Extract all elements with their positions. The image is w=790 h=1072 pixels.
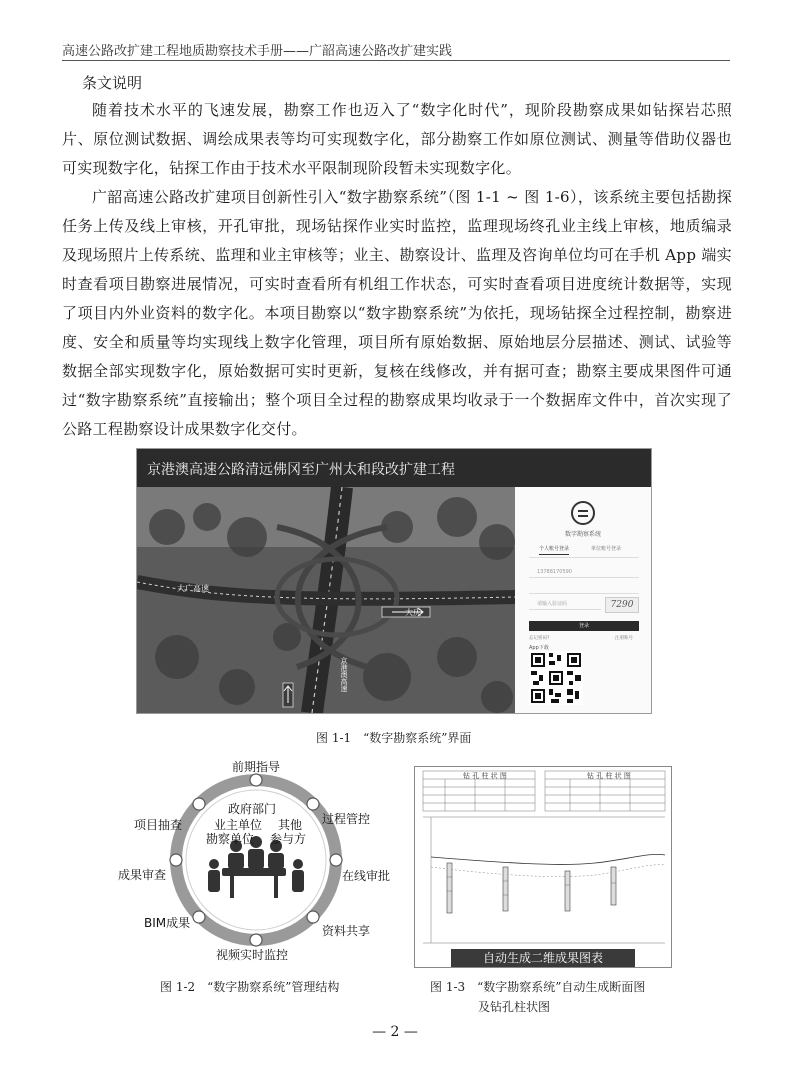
label-data-sharing: 资料共享 xyxy=(322,924,371,938)
label-results-review: 成果审查 xyxy=(118,868,167,882)
sheet-right-title: 钻 孔 柱 状 图 xyxy=(587,772,631,780)
road-label-left: 大广高速 xyxy=(177,584,209,593)
label-participants: 参与方 xyxy=(270,832,307,846)
label-survey-unit: 勘察单位 xyxy=(206,832,255,846)
label-government: 政府部门 xyxy=(228,802,277,816)
qr-code-icon[interactable] xyxy=(529,651,583,705)
header-rule xyxy=(62,60,730,61)
figure-3-caption-line2: 及钻孔柱状图 xyxy=(478,1000,551,1014)
label-other: 其他 xyxy=(278,818,303,832)
register-link[interactable]: 注册账号 xyxy=(615,636,633,641)
forgot-password-link[interactable]: 忘记密码? xyxy=(529,636,550,641)
label-process-control: 过程管控 xyxy=(322,812,371,826)
body-text xyxy=(62,68,732,444)
sheet-left-title: 钻 孔 柱 状 图 xyxy=(463,772,507,780)
project-title: 京港澳高速公路清远佛冈至广州太和段改扩建工程 xyxy=(147,462,455,478)
label-video-monitoring: 视频实时监控 xyxy=(216,948,289,962)
tab-unit-login[interactable]: 单位账号登录 xyxy=(591,546,622,552)
captcha-input[interactable]: 请输入验证码 xyxy=(529,599,601,610)
figure-3-caption-line1: 图 1-3 “数字勘察系统”自动生成断面图 xyxy=(430,980,646,994)
figure-2-caption: 图 1-2 “数字勘察系统”管理结构 xyxy=(160,980,340,994)
page-number: — 2 — xyxy=(372,1024,418,1040)
app-download-label: App下载 xyxy=(529,645,549,651)
login-tabs xyxy=(529,545,639,558)
road-label-sign: 大庆 xyxy=(405,608,421,617)
label-bim-results: BIM成果 xyxy=(144,916,191,930)
figure-3-auto-generated-charts xyxy=(414,766,672,968)
account-field[interactable]: 13788170590 xyxy=(529,567,639,578)
label-preliminary-guidance: 前期指导 xyxy=(232,760,281,774)
figure-1-caption: 图 1-1 “数字勘察系统”界面 xyxy=(316,731,472,745)
tab-personal-login[interactable]: 个人账号登录 xyxy=(539,545,569,555)
label-online-approval: 在线审批 xyxy=(342,869,391,883)
label-project-spot-check: 项目抽查 xyxy=(134,818,183,832)
system-logo-icon xyxy=(571,501,595,525)
figure-2-management-structure xyxy=(118,760,408,970)
login-button[interactable]: 登录 xyxy=(529,621,639,631)
auto-generate-banner: 自动生成二维成果图表 xyxy=(451,949,635,967)
section-heading: 条文说明 xyxy=(82,74,143,92)
project-banner xyxy=(137,449,651,487)
captcha-image[interactable]: 7290 xyxy=(605,597,639,613)
paragraph-1: 随着技术水平的飞速发展，勘察工作也迈入了“数字化时代”，现阶段勘察成果如钻探岩芯照片、原位测试数据、调绘成果表等均可实现数字化，部分勘察工作如原位测试、测量等借助仪器也可实现数字化，钻探工作由于技术水平限制现阶段暂未实现数字化。 xyxy=(62,101,732,177)
password-field[interactable] xyxy=(529,583,639,594)
road-label-vertical: 京港澳高速 xyxy=(340,657,348,692)
login-system-name: 数字勘察系统 xyxy=(564,531,601,538)
aerial-interchange-photo xyxy=(137,487,515,713)
page-header xyxy=(0,0,790,58)
login-panel xyxy=(515,487,651,713)
label-owner: 业主单位 xyxy=(214,818,263,832)
borehole-section-drawing xyxy=(415,767,671,949)
running-title: 高速公路改扩建工程地质勘察技术手册——广韶高速公路改扩建实践 xyxy=(62,44,453,59)
figure-1-screenshot xyxy=(136,448,652,714)
paragraph-2: 广韶高速公路改扩建项目创新性引入“数字勘察系统”（图 1-1 ~ 图 1-6），该系统主要包括勘探任务上传及线上审核，开孔审批，现场钻探作业实时监控，监理现场终孔业主线上审核，地质编录及现场照片上传系统、监理和业主审核等；业主、勘察设计、监理及咨询单位均可在手机 App 端实时查看项目勘察进展情况，可实时查看所有机组工作状态，可实时查看项目进度统计数据等，实现了项目内外业资料的数字化。本项目勘察以“数字勘察系统”为依托，现场钻探全过程控制，勘察进度、安全和质量等均实现线上数字化管理，项目所有原始数据、原始地层分层描述、测试、试验等数据全部实现数字化，原始数据可实时更新，复核在线修改，并有据可查；勘察主要成果图件可通过“数字勘察系统”直接输出；整个项目全过程的勘察成果均收录于一个数据库文件中，首次实现了公路工程勘察设计成果数字化交付。 xyxy=(62,188,732,438)
